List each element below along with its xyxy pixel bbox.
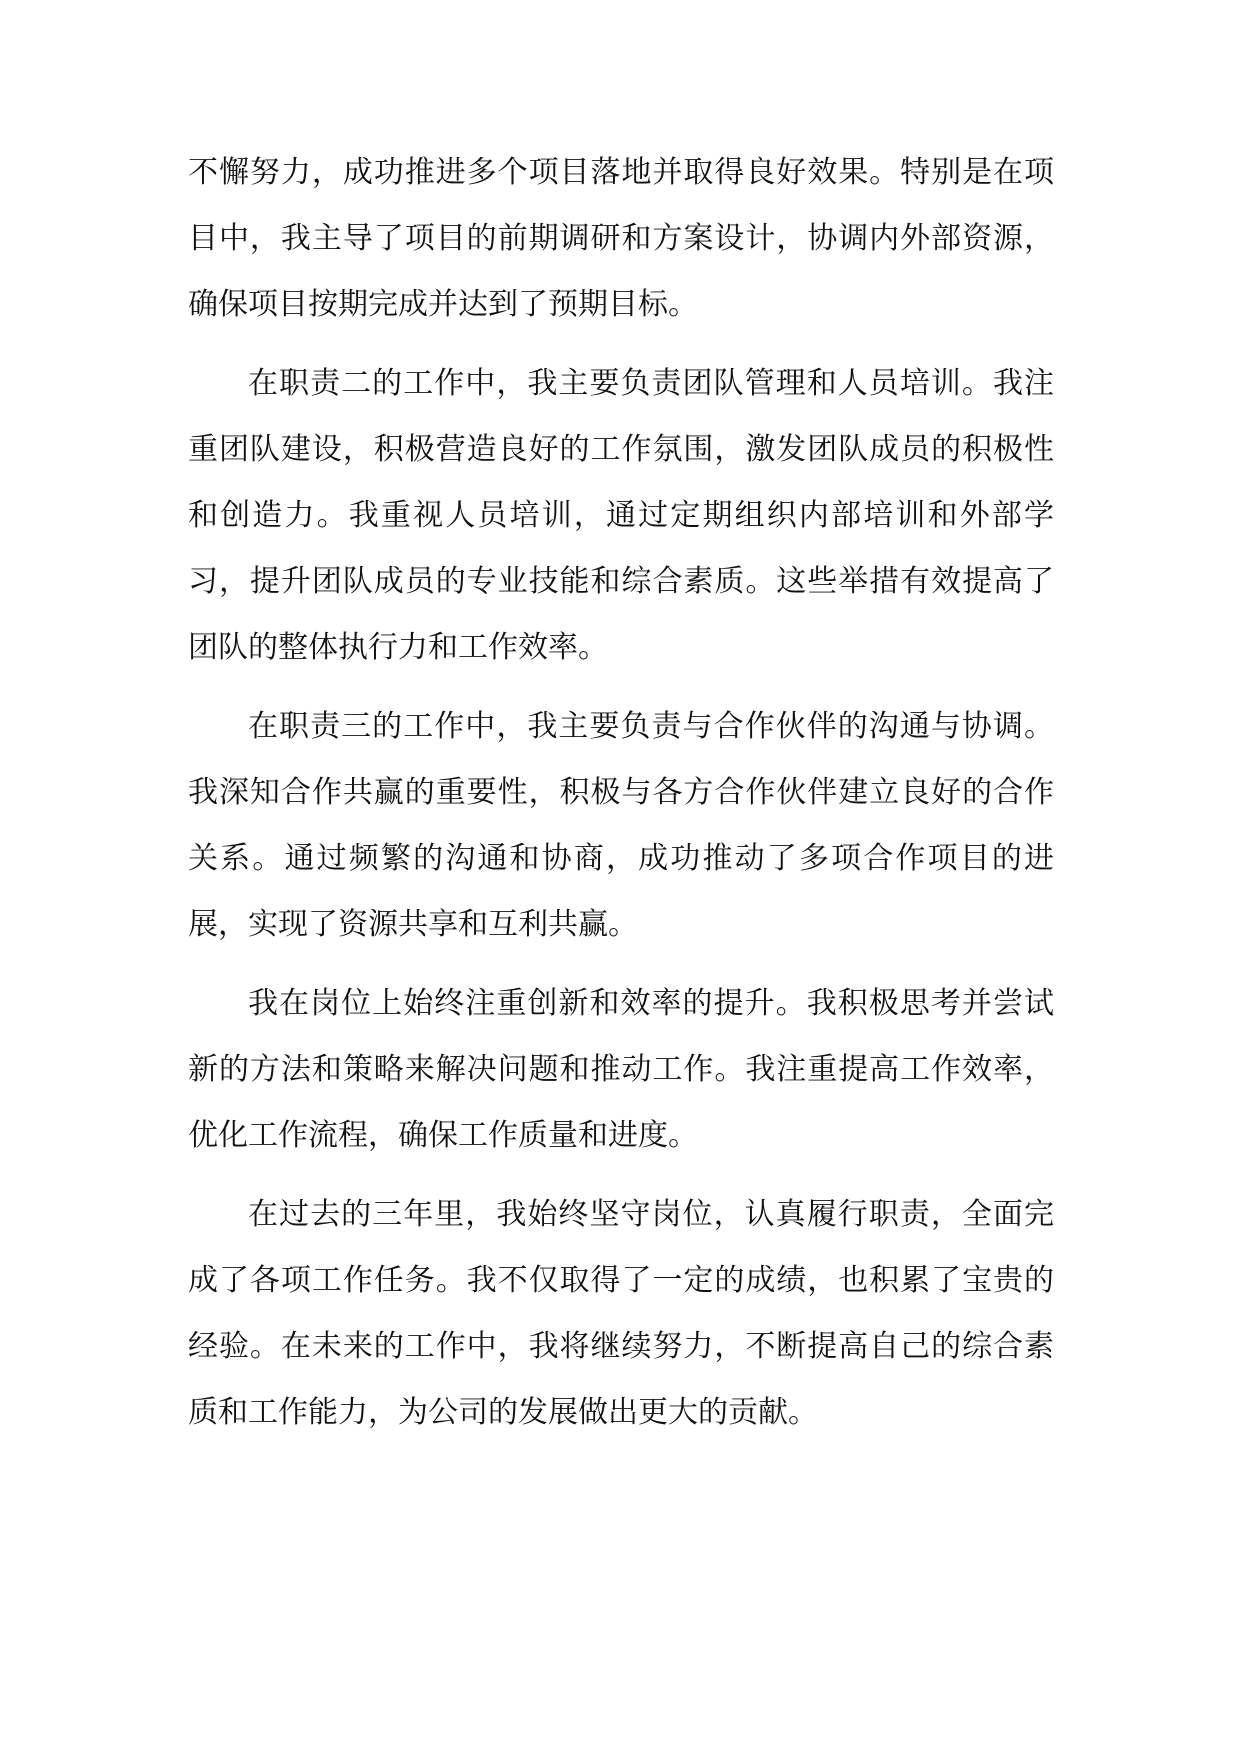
document-body [188,140,1054,1459]
paragraph-5: 在过去的三年里，我始终坚守岗位，认真履行职责，全面完成了各项工作任务。我不仅取得了一定的成绩，也积累了宝贵的经验。在未来的工作中，我将继续努力，不断提高自己的综合素质和工作能力，为公司的发展做出更大的贡献。 [188,1197,1054,1430]
paragraph-1: 不懈努力，成功推进多个项目落地并取得良好效果。特别是在项目中，我主导了项目的前期调研和方案设计，协调内外部资源，确保项目按期完成并达到了预期目标。 [188,155,1054,322]
paragraph-2: 在职责二的工作中，我主要负责团队管理和人员培训。我注重团队建设，积极营造良好的工作氛围，激发团队成员的积极性和创造力。我重视人员培训，通过定期组织内部培训和外部学习，提升团队成员的专业技能和综合素质。这些举措有效提高了团队的整体执行力和工作效率。 [188,366,1054,665]
paragraph-3: 在职责三的工作中，我主要负责与合作伙伴的沟通与协调。我深知合作共赢的重要性，积极与各方合作伙伴建立良好的合作关系。通过频繁的沟通和协商，成功推动了多项合作项目的进展，实现了资源共享和互利共赢。 [188,709,1054,942]
paragraph-4: 我在岗位上始终注重创新和效率的提升。我积极思考并尝试新的方法和策略来解决问题和推动工作。我注重提高工作效率，优化工作流程，确保工作质量和进度。 [188,986,1054,1153]
